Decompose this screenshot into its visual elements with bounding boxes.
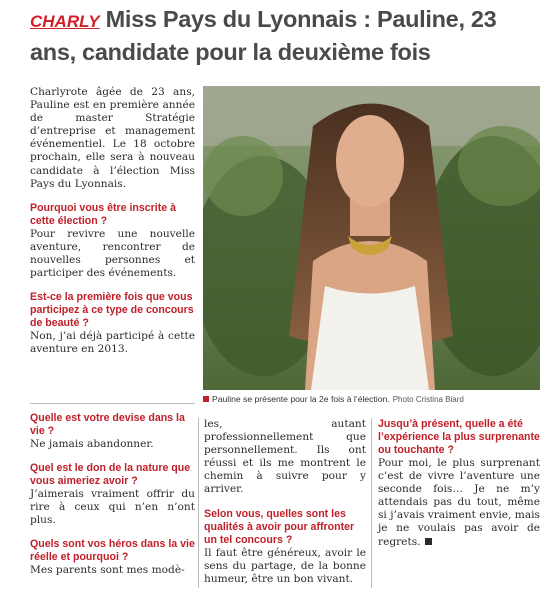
intro-paragraph: Charlyrote âgée de 23 ans, Pauline est en première année de master Stratégie d’entreprise et management événementiel. Le 18 octobre prochain, elle sera à nouveau candidate à l’élection Miss Pays du Lyonnais. [30,86,195,190]
answer-2: Non, j’ai déjà participé à cette aventure en 2013. [30,330,195,356]
column-divider-1 [198,418,199,588]
photo-credit: Photo Cristina Biard [392,395,464,404]
portrait-photo [203,86,540,390]
answer-3: Ne jamais abandonner. [30,438,154,450]
column-rule [30,403,195,404]
question-6: Selon vous, quelles sont les qualités à avoir pour affronter un tel concours ? [204,507,355,546]
answer-1: Pour revivre une nouvelle aventure, rencontrer de nouvelles personnes et participer des événements. [30,227,195,280]
headline [30,4,542,68]
question-5: Quels sont vos héros dans la vie réelle et pourquoi ? [30,538,195,564]
question-2: Est-ce la première fois que vous participez à ce type de concours de beauté ? [30,291,194,330]
portrait-image [203,86,540,390]
caption-marker [203,396,209,402]
answer-5-continued: les, autant professionnellement que personnellement. Ils ont réussi et ils me montrent le chemin à suivre pour y arriver. [204,418,366,496]
column-divider-2 [371,418,372,588]
right-column [378,418,540,560]
end-mark [425,538,432,545]
headline-title: Miss Pays du Lyonnais : Pauline, 23 ans, candidate pour la deuxième fois [30,6,497,65]
question-7: Jusqu’à présent, quelle a été l’expérience la plus surprenante ou touchante ? [378,418,540,456]
left-column-bottom [30,412,195,588]
section-tag: CHARLY [30,12,100,31]
photo-caption [203,394,540,404]
answer-5: Mes parents sont mes modè- [30,564,185,577]
caption-text: Pauline se présente pour la 2e fois à l’élection. [212,394,390,404]
question-3: Quelle est votre devise dans la vie ? [30,412,185,437]
answer-6: Il faut être généreux, avoir le sens du partage, de la bonne humeur, être un bon vivant. [204,546,366,585]
middle-column [204,418,366,597]
answer-4: J’aimerais vraiment offrir du rire à ceux qui n’en n’ont plus. [30,488,195,527]
left-column-top [30,86,195,367]
answer-7: Pour moi, le plus surprenant c’est de vivre l’aventure une seconde fois… Je ne m’y attendais pas du tout, même si j’avais vraiment envie, mais je ne voulais pas avoir de regrets. [378,457,540,548]
question-4: Quel est le don de la nature que vous aimeriez avoir ? [30,462,191,488]
question-1: Pourquoi vous être inscrite à cette élection ? [30,201,176,227]
